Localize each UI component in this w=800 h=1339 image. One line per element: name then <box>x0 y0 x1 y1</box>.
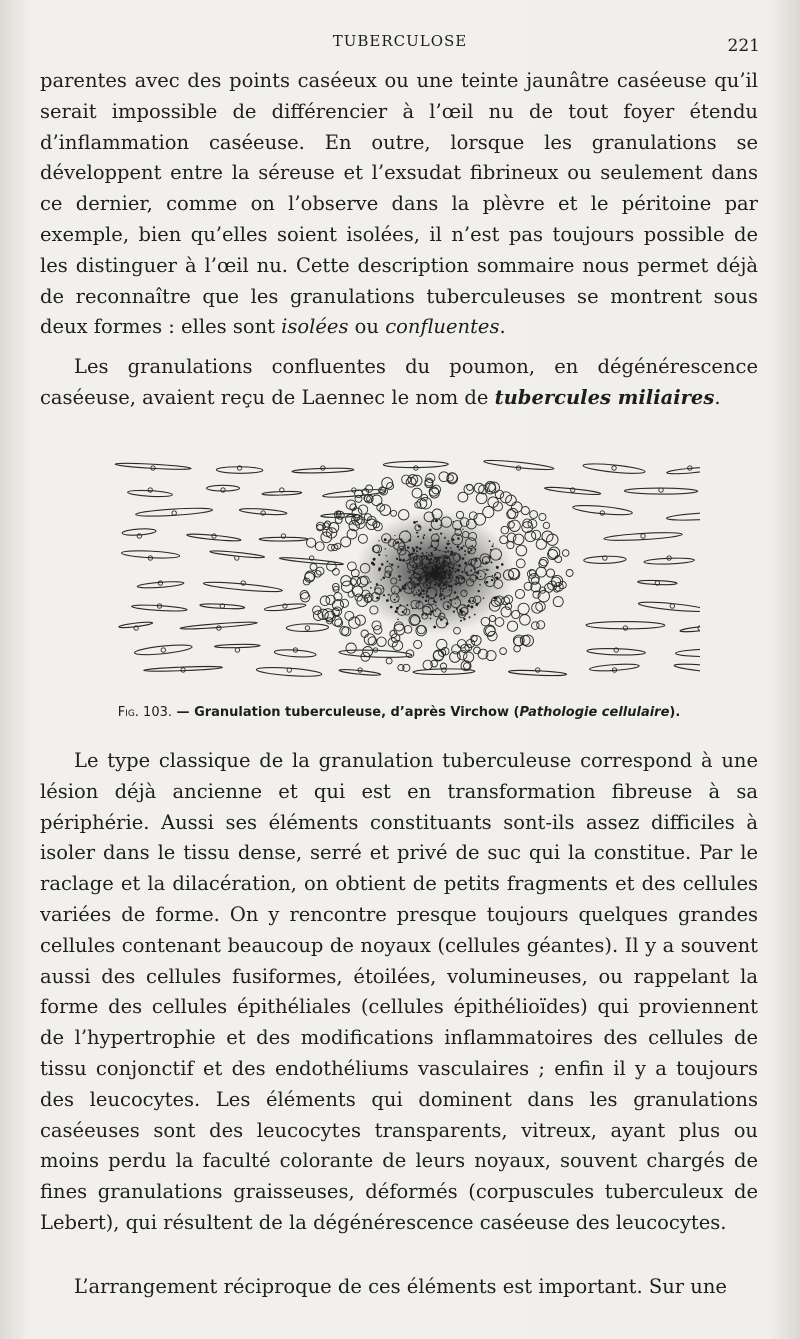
round-cell <box>495 618 504 627</box>
round-cell <box>521 507 529 515</box>
cell-nucleus <box>623 626 627 630</box>
spindle-cell <box>666 511 700 522</box>
cell-nucleus <box>148 488 152 492</box>
page-header <box>40 30 760 56</box>
round-cell <box>310 564 317 571</box>
round-cell <box>483 506 494 517</box>
cell-nucleus <box>670 604 674 608</box>
spindle-cell <box>144 666 223 673</box>
paragraph-tubercules-miliaires <box>40 352 758 414</box>
cell-nucleus <box>535 668 539 672</box>
spindle-cell <box>484 459 555 472</box>
spindle-cell <box>115 462 191 470</box>
round-cell <box>566 570 573 577</box>
round-cell <box>529 570 535 576</box>
round-cell <box>345 611 354 620</box>
round-cell <box>464 652 474 662</box>
spindle-cell <box>203 580 282 593</box>
round-cell <box>512 610 520 618</box>
spindle-cell <box>667 466 700 475</box>
round-cell <box>364 634 375 645</box>
paragraph-type-classique <box>40 746 758 1239</box>
round-cell <box>537 621 545 629</box>
round-cell <box>507 621 517 631</box>
italic-term-isolees: isolées <box>281 315 349 339</box>
round-cell <box>539 513 546 520</box>
italic-term-tubercules-miliaires: tubercules miliaires <box>494 385 715 409</box>
spindle-cell <box>680 625 700 633</box>
round-cell <box>363 647 373 657</box>
round-cell <box>514 637 523 646</box>
round-cell <box>485 483 496 494</box>
cell-nucleus <box>600 511 604 515</box>
cell-nucleus <box>241 581 245 585</box>
round-cell <box>525 531 536 542</box>
page-number: 221 <box>727 36 760 56</box>
round-cell <box>507 533 516 542</box>
round-cell <box>562 550 569 557</box>
round-cell <box>386 658 392 664</box>
round-cell <box>412 488 422 498</box>
round-cell <box>501 526 509 534</box>
spindle-cell <box>624 488 697 494</box>
round-cell <box>553 597 563 607</box>
round-cell <box>341 581 352 592</box>
spindle-cell <box>122 528 156 536</box>
spindle-cell <box>339 649 412 659</box>
granulation-core <box>355 511 515 635</box>
round-cell <box>495 490 503 498</box>
round-cell <box>301 593 310 602</box>
round-cell <box>355 495 362 502</box>
round-cell <box>327 561 337 571</box>
caption-italic-source: Pathologie cellulaire <box>519 705 670 720</box>
cell-nucleus <box>641 534 645 538</box>
spindle-cell <box>121 550 179 559</box>
paragraph-arrangement <box>40 1272 758 1303</box>
spindle-cell <box>134 643 192 657</box>
figure-label: Fig. 103. <box>117 705 173 720</box>
spindle-cell <box>262 491 302 496</box>
round-cell <box>349 617 360 628</box>
paragraph-text: . <box>499 315 506 339</box>
spindle-cell <box>383 461 448 468</box>
round-cell <box>520 615 531 626</box>
spindle-cell <box>119 621 153 629</box>
spindle-cell <box>674 662 700 675</box>
spindle-cell <box>638 600 700 613</box>
spindle-cell <box>239 507 287 515</box>
paragraph-text: Le type classique de la granulation tuberculeuse correspond à une lésion déjà ancienne et qui est en transformation fibreuse à sa périphérie. Aussi ses éléments constituants sont-ils assez difficiles à isoler dans le tissu dense, serré et privé de suc qui la constitue. Par le raclage et la dilacération, on obtient de petits fragments et des cellules variées de forme. On y rencontre presque toujours quelques grandes cellules contenant beaucoup de noyaux (cellules géantes). Il y a souvent aussi des cellules fusiformes, étoilées, volumineuses, ou rappelant la forme des cellules épithéliales (cellules épithélioïdes) qui proviennent de l’hypertrophie et des modifications inflammatoires des cellules de tissu conjonctif et des endothéliums vasculaires ; enfin il y a toujours des leucocytes. Les éléments qui dominent dans les granulations caséeuses sont des leucocytes transparents, vitreux, ayant plus ou moins perdu la faculté colorante de leurs noyaux, souvent chargés de fines granulations graisseuses, déformés (corpuscules tuberculeux de Lebert), qui résultent de la dégénérescence caséeuse des leucocytes. <box>40 749 758 1234</box>
round-cell <box>320 596 330 606</box>
running-title: TUBERCULOSE <box>332 32 468 50</box>
round-cell <box>536 539 546 549</box>
round-cell <box>486 626 496 636</box>
round-cell <box>358 505 367 514</box>
round-cell <box>437 639 447 649</box>
round-cell <box>332 616 342 626</box>
paragraph-text: ou <box>348 315 386 339</box>
spindle-cell <box>274 649 316 658</box>
round-cell <box>380 505 391 516</box>
round-cell <box>532 602 543 613</box>
cell-nucleus <box>181 668 185 672</box>
figure-caption <box>40 705 758 720</box>
round-cell <box>333 568 340 575</box>
round-cell <box>414 640 422 648</box>
spindle-cell <box>508 669 566 676</box>
spindle-cell <box>135 507 212 518</box>
cell-nucleus <box>612 466 616 470</box>
spindle-cell <box>676 648 700 657</box>
round-cell <box>476 493 487 504</box>
round-cell <box>341 537 351 547</box>
spindle-cell <box>586 621 665 628</box>
round-cell <box>532 577 539 584</box>
spindle-cell <box>128 489 173 497</box>
spindle-cell <box>583 462 646 475</box>
caption-text: — Granulation tuberculeuse, d’après Virchow ( <box>172 705 520 720</box>
round-cell <box>515 589 524 598</box>
spindle-cell <box>210 550 265 559</box>
spindle-cell <box>604 531 683 542</box>
round-cell <box>408 475 418 485</box>
round-cell <box>543 522 549 528</box>
cell-nucleus <box>235 648 239 652</box>
paragraph-text: L’arrangement réciproque de ces éléments est important. Sur une <box>74 1275 727 1298</box>
round-cell <box>372 621 381 630</box>
round-cell <box>516 559 525 568</box>
round-cell <box>466 639 474 647</box>
paragraph-continued <box>40 66 758 343</box>
cell-nucleus <box>158 581 162 585</box>
round-cell <box>391 510 397 516</box>
round-cell <box>307 538 316 547</box>
round-cell <box>516 545 527 556</box>
cell-nucleus <box>305 626 309 630</box>
italic-term-confluentes: confluentes <box>385 315 500 339</box>
round-cell <box>530 511 538 519</box>
round-cell <box>513 534 524 545</box>
round-cell <box>431 660 438 667</box>
caption-end: ). <box>669 705 681 720</box>
round-cell <box>377 637 386 646</box>
figure-granulation-illustration <box>100 438 700 688</box>
round-cell <box>500 648 507 655</box>
paragraph-text: Les granulations confluentes du poumon, en dégénérescence caséeuse, avaient reçu de Laennec le nom de <box>40 355 758 409</box>
round-cell <box>346 643 356 653</box>
round-cell <box>548 547 559 558</box>
spindle-cell <box>644 557 694 564</box>
spindle-cell <box>572 504 632 517</box>
round-cell <box>464 663 471 670</box>
round-cell <box>425 480 433 488</box>
round-cell <box>546 569 554 577</box>
round-cell <box>323 523 330 530</box>
paragraph-text: . <box>714 385 721 409</box>
cell-nucleus <box>161 648 165 652</box>
round-cell <box>315 542 324 551</box>
paragraph-text: parentes avec des points caséeux ou une teinte jaunâtre caséeuse qu’il serait impossible de différencier à l’œil nu de tout foyer étendu d’inflammation caséeuse. En outre, lorsque les granulations se développent entre la séreuse et l’exsudat fibrineux ou seulement dans ce dernier, comme on l’observe dans la plèvre et le péritoine par exemple, bien qu’elles soient isolées, il n’est pas toujours possible de les distinguer à l’œil nu. Cette description sommaire nous permet déjà de reconnaître que les granulations tuberculeuses se montrent sous deux formes : elles sont <box>40 69 758 339</box>
cell-nucleus <box>172 511 176 515</box>
spindle-cell <box>322 488 385 499</box>
round-cell <box>364 514 371 521</box>
round-cell <box>514 645 521 652</box>
